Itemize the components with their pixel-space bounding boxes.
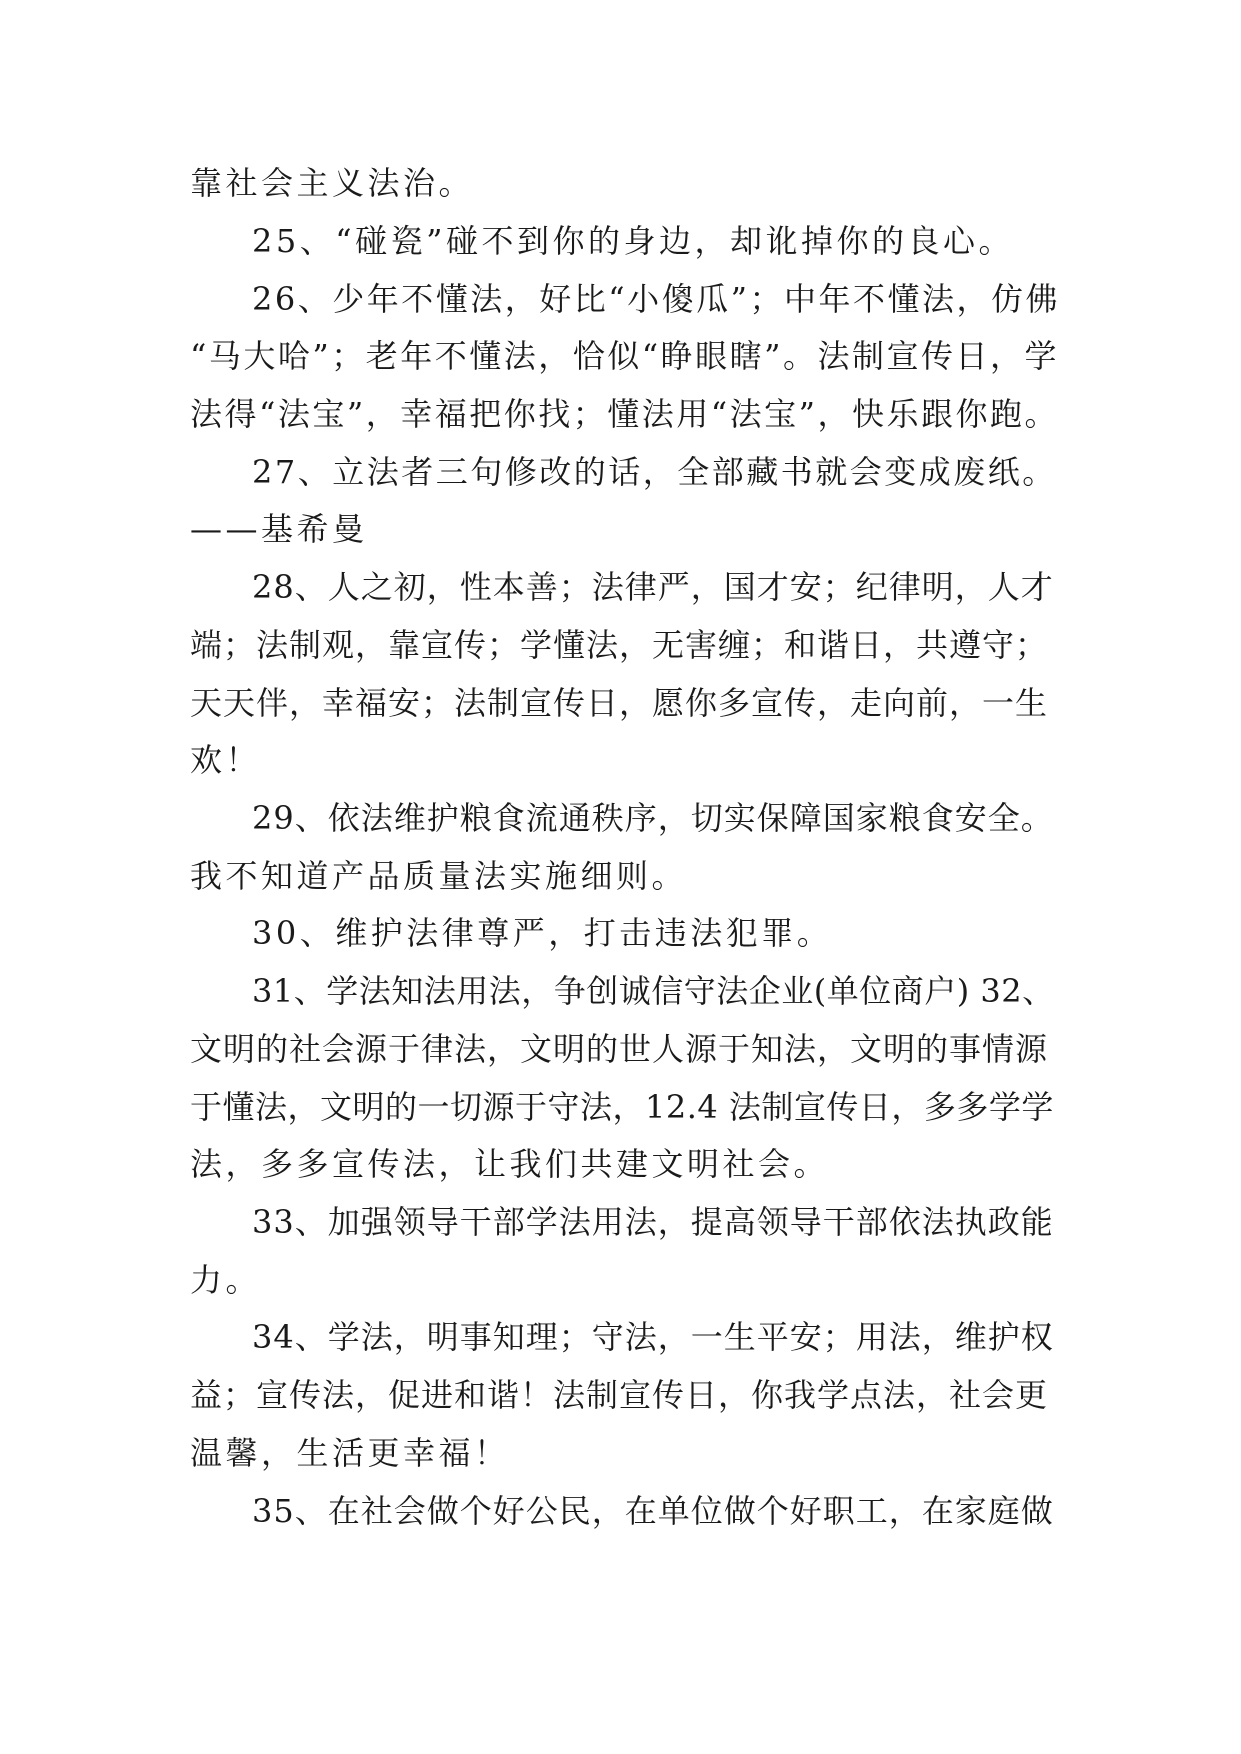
text-line: 温馨，生活更幸福！ (190, 1434, 510, 1472)
text-line: 25、“碰瓷”碰不到你的身边，却讹掉你的良心。 (252, 222, 1014, 260)
text-line: 34、学法，明事知理；守法，一生平安；用法，维护权 (252, 1318, 1054, 1356)
text-line: 29、依法维护粮食流通秩序，切实保障国家粮食安全。 (252, 799, 1054, 837)
text-line: 28、人之初，性本善；法律严，国才安；纪律明，人才 (252, 568, 1054, 606)
text-line: 欢！ (190, 741, 262, 779)
text-line: 文明的社会源于律法，文明的世人源于知法，文明的事情源 (190, 1030, 1049, 1068)
text-line: 31、学法知法用法，争创诚信守法企业(单位商户) 32、 (252, 972, 1055, 1010)
text-line: 力。 (190, 1261, 262, 1299)
text-line: 天天伴，幸福安；法制宣传日，愿你多宣传，走向前，一生 (190, 684, 1049, 722)
text-line: 35、在社会做个好公民，在单位做个好职工，在家庭做 (252, 1492, 1054, 1530)
text-line: 端；法制观，靠宣传；学懂法，无害缠；和谐日，共遵守； (190, 626, 1049, 664)
text-line: 26、少年不懂法，好比“小傻瓜”；中年不懂法，仿佛 (252, 280, 1060, 318)
text-line: 靠社会主义法治。 (190, 164, 475, 202)
text-line: 法得“法宝”，幸福把你找；懂法用“法宝”，快乐跟你跑。 (190, 395, 1059, 433)
text-line: 于懂法，文明的一切源于守法，12.4 法制宣传日，多多学学 (190, 1088, 1054, 1126)
text-line: 27、立法者三句修改的话，全部藏书就会变成废纸。 (252, 453, 1057, 491)
text-line: “马大哈”；老年不懂法，恰似“睁眼瞎”。法制宣传日，学 (190, 337, 1059, 375)
text-line: 法，多多宣传法，让我们共建文明社会。 (190, 1145, 830, 1183)
text-line: 30、维护法律尊严，打击违法犯罪。 (252, 914, 833, 952)
text-line: 33、加强领导干部学法用法，提高领导干部依法执政能 (252, 1203, 1054, 1241)
text-line: 我不知道产品质量法实施细则。 (190, 857, 688, 895)
text-line: ——基希曼 (190, 510, 368, 548)
text-line: 益；宣传法，促进和谐！法制宣传日，你我学点法，社会更 (190, 1376, 1049, 1414)
